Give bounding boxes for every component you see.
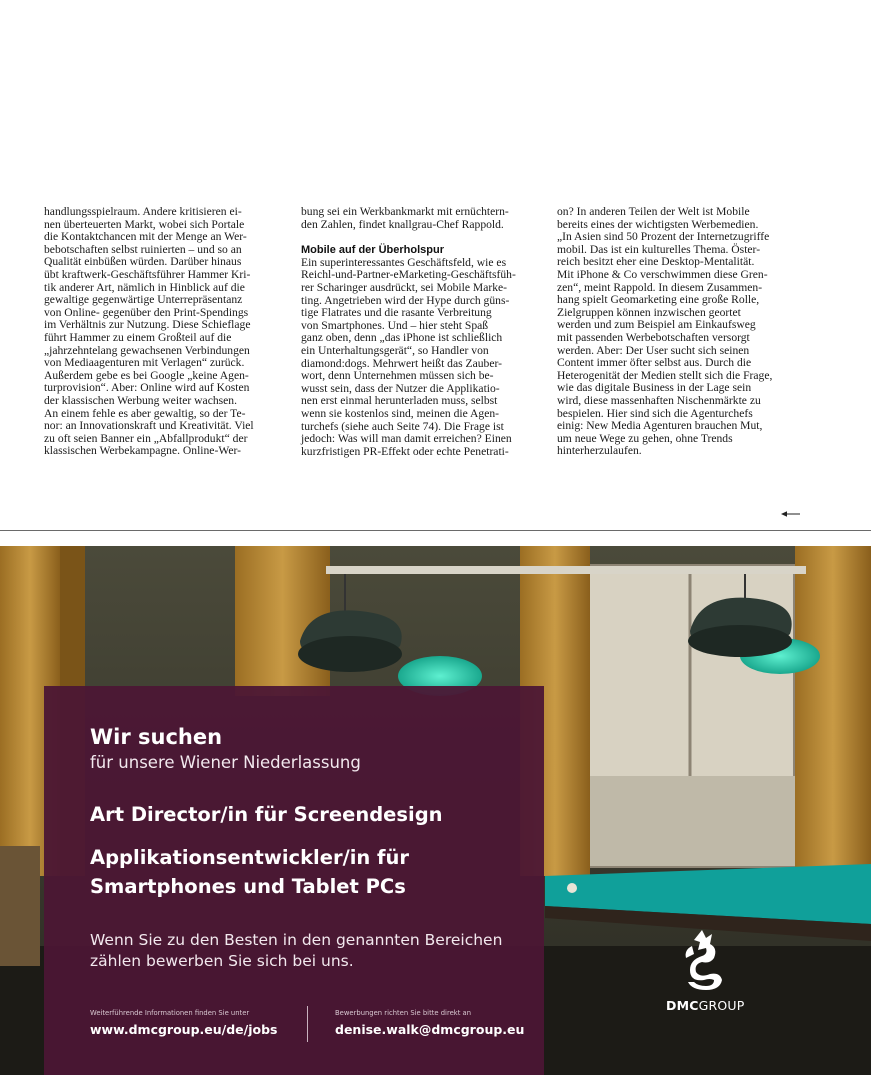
ad-subheading: für unsere Wiener Niederlassung <box>90 753 361 772</box>
section-divider <box>0 530 871 531</box>
company-logo-text <box>666 998 745 1013</box>
jobs-url-link[interactable]: www.dmcgroup.eu/de/jobs <box>90 1022 278 1037</box>
column-3-text: on? In anderen Teilen der Welt ist Mobile bereits eines der wichtigsten Werbemedien. „In Asien sind 50 Prozent der Internetzugriffe mobil. Das ist ein kulturelles Thema. Öster- reich besitzt eher eine Desktop-Mentalität. Mit iPhone & Co verschwimmen diese Gren- zen“, meint Rappold. In diesem Zusammen- hang spielt Geomarketing eine große Rolle, Zielgruppen können inzwischen geortet werden und zum Beispiel am Einkaufsweg mit passenden Werbebotschaften versorgt werden. Aber: Der User sucht sich seinen Content immer öfter selbst aus. Durch die Heterogenität der Medien stellt sich die Frage, wie das digitale Business in der Lage sein wird, diese massenhaften Nischenmärkte zu bespielen. Hier sind sich die Agenturchefs einig: New Media Agenturen brauchen Mut, um neue Wege zu gehen, ohne Trends hinterherzulaufen. <box>557 205 773 458</box>
article-column-1 <box>44 206 276 458</box>
end-arrow-icon <box>781 510 800 518</box>
job-title-art-director: Art Director/in für Screendesign <box>90 803 443 826</box>
section-subheading: Mobile auf der Überholspur <box>301 244 445 257</box>
apply-email-link[interactable]: denise.walk@dmcgroup.eu <box>335 1022 525 1037</box>
logo-regular-text: GROUP <box>698 998 745 1013</box>
job-offer-box <box>44 686 544 1075</box>
column-1-text: handlungsspielraum. Andere kritisieren ei- nen überteuerten Markt, wobei sich Portale die Kontaktchancen mit der Menge an Wer- bebotschaften selbst ruinierten – und so an Qualität einbüßen würden. Darüber hinaus übt kraftwerk-Geschäftsführer Hammer Kri- tik anderer Art, nämlich in Hinblick auf die gewaltige gegenwärtige Unterrepräsentanz von Online- gegenüber den Print-Spendings im Verhältnis zur Nutzung. Diese Schieflage führt Hammer zu einem Großteil auf die „jahrzehntelang gewachsenen Verbindungen von Mediaagenturen mit Verlagen“ zurück. Außerdem gebe es bei Google „keine Agen- turprovision“. Aber: Online wird auf Kosten der klassischen Werbung weiter wachsen. An einem fehle es aber gewaltig, so der Te- nor: an Innovationskraft und Kreativität. Viel zu oft seien Banner ein „Abfallprodukt“ der klassischen Werbekampagne. Online-Wer- <box>44 205 254 458</box>
apply-label: Bewerbungen richten Sie bitte direkt an <box>335 1009 472 1017</box>
info-label: Weiterführende Informationen finden Sie unter <box>90 1009 250 1017</box>
job-advertisement <box>0 546 871 1075</box>
column-2-intro: bung sei ein Werkbankmarkt mit ernüchtern- den Zahlen, findet knallgrau-Chef Rappold. <box>301 205 509 231</box>
ad-heading: Wir suchen <box>90 725 223 749</box>
job-title-app-developer: Applikationsentwickler/in für Smartphones und Tablet PCs <box>90 846 410 898</box>
article-column-3 <box>557 206 813 458</box>
column-2-body: Ein superinteressantes Geschäftsfeld, wie es Reichl-und-Partner-eMarketing-Geschäftsfüh- rer Scharinger ausdrückt, sei Mobile Marke- ting. Angetrieben wird der Hype durch güns- tige Flatrates und die rasante Verbreitung von Smartphones. Und – hier steht Spaß ganz oben, denn „das iPhone ist schließlich ein Unterhaltungsgerät“, so Handler von diamond:dogs. Mehrwert heißt das Zauber- wort, denn Unternehmen müssen sich be- wusst sein, dass der Nutzer die Applikatio- nen erst einmal herunterladen muss, selbst wenn sie kostenlos sind, meinen die Agen- turchefs (siehe auch Seite 74). Die Frage ist jedoch: Was will man damit erreichen? Einen kurzfristigen PR-Effekt oder echte Penetrati- <box>301 255 516 458</box>
logo-bold-text: DMC <box>666 998 699 1013</box>
article-column-2 <box>301 206 543 458</box>
contact-divider <box>307 1006 308 1042</box>
ad-body-text: Wenn Sie zu den Besten in den genannten Bereichen zählen bewerben Sie sich bei uns. <box>90 931 503 970</box>
dragon-icon <box>682 928 726 994</box>
